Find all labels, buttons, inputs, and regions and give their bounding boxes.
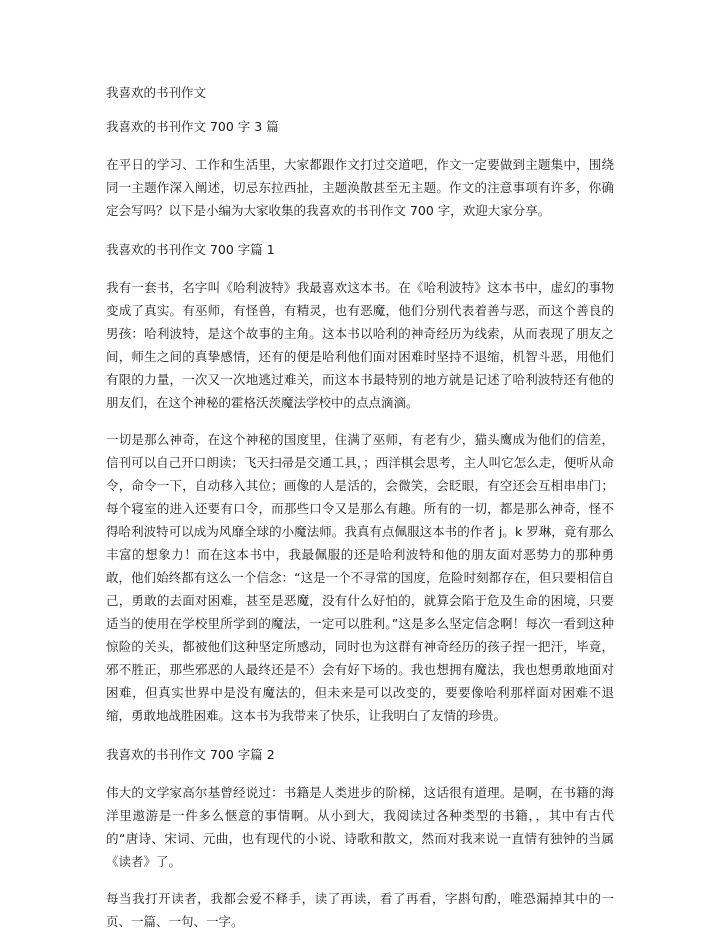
intro-paragraph: 在平日的学习、工作和生活里，大家都跟作文打过交道吧，作文一定要做到主题集中，围绕同一主题作深入阐述，切忌东拉西扯，主题涣散甚至无主题。作文的注意事项有许多，你确定会写吗？以下是小编为大家收集的我喜欢的书刊作文 700 字，欢迎大家分享。 <box>106 157 614 218</box>
section-heading: 我喜欢的书刊作文 700 字 3 篇 <box>106 119 279 134</box>
body-paragraph: 一切是那么神奇，在这个神秘的国度里，住满了巫师，有老有少，猫头鹰成为他们的信差，信刊可以自己开口朗读；飞天扫帚是交通工具，；西洋棋会思考，主人叫它怎么走，便听从命令，命令一下，自动移入其位；画像的人是活的，会微笑，会眨眼，有空还会互相串串门；每个寝室的进入还要有口令，而那些口令又是那么有趣。所有的一切，都是那么神奇，怪不得哈利波特可以成为风靡全球的小魔法师。我真有点佩服这本书的作者 j。k 罗琳，竟有那么丰富的想象力！而在这本书中，我最佩服的还是哈利波特和他的朋友面对恶势力的那种勇敢，他们始终都有这么一个信念：“这是一个不寻常的国度，危险时刻都存在，但只要相信自己，勇敢的去面对困难，甚至是恶魔，没有什么好怕的，就算会陷于危及生命的困境，只要适当的使用在学校里所学到的魔法，一定可以胜利。”这是多么坚定信念啊！每次一看到这种惊险的关头，都被他们这种坚定所感动，同时也为这群有神奇经历的孩子捏一把汗，毕竟，邪不胜正，那些邪恶的人最终还是不）会有好下场的。我也想拥有魔法，我也想勇敢地面对困难，但真实世界中是没有魔法的，但未来是可以改变的，要要像哈利那样面对困难不退缩，勇敢地战胜困难。这本书为我带来了快乐，让我明白了友情的珍贵。 <box>106 432 614 723</box>
section-heading: 我喜欢的书刊作文 700 字篇 2 <box>106 747 275 762</box>
body-paragraph: 我有一套书，名字叫《哈利波特》我最喜欢这本书。在《哈利波特》这本书中，虚幻的事物变成了真实。有巫师，有怪兽，有精灵，也有恶魔，他们分别代表着善与恶，而这个善良的男孩：哈利波特，是这个故事的主角。这本书以哈利的神奇经历为线索，从而表现了朋友之间，师生之间的真挚感情，还有的便是哈利他们面对困难时坚持不退缩，机智斗恶，用他们有限的力量，一次又一次地逃过难关，而这本书最特别的地方就是记述了哈利波特还有他的朋友们，在这个神秘的霍格沃茨魔法学校中的点点滴滴。 <box>106 280 614 410</box>
body-paragraph: 伟大的文学家高尔基曾经说过：书籍是人类进步的阶梯，这话很有道理。是啊，在书籍的海洋里遨游是一件多么惬意的事情啊。从小到大，我阅读过各种类型的书籍，，其中有古代的“唐诗、宋词、元曲，也有现代的小说、诗歌和散文，然而对我来说一直情有独钟的当属《读者》了。 <box>106 785 614 869</box>
document-title: 我喜欢的书刊作文 <box>106 85 207 100</box>
body-paragraph: 每当我打开读者，我都会爱不释手，读了再读，看了再看，字斟句酌，唯恐漏掉其中的一页、一篇、一句、一字。 <box>106 891 614 929</box>
section-heading: 我喜欢的书刊作文 700 字篇 1 <box>106 242 275 257</box>
